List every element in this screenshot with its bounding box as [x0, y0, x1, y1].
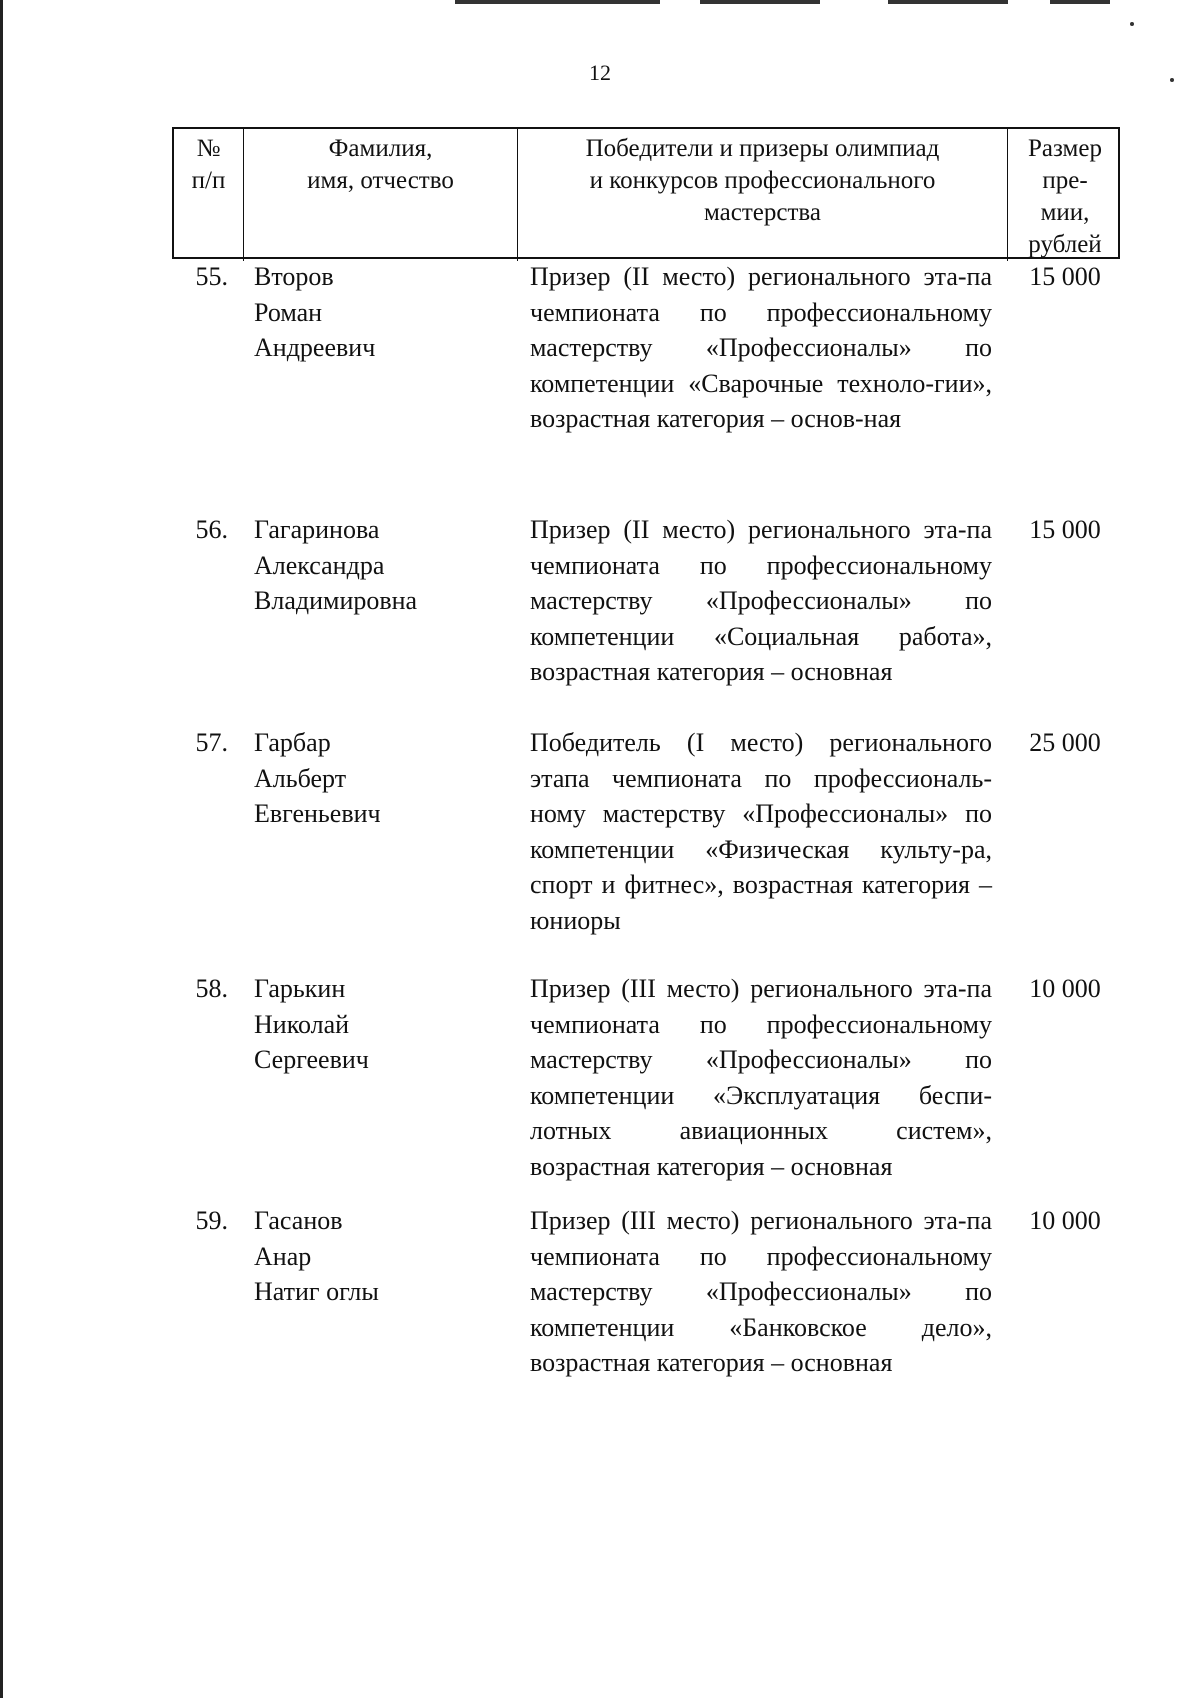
table-row	[172, 725, 1120, 971]
row-prize-amount: 10 000	[1029, 1206, 1101, 1235]
header-prize-amount: Размер пре- мии, рублей	[1028, 135, 1102, 258]
scan-top-mark	[888, 0, 1008, 4]
table-row	[172, 259, 1120, 512]
row-achievement: Призер (III место) регионального эта-па чемпионата по профессиональному мастерству «Профессионалы» по компетенции «Банковское дело», возрастная категория – основная	[530, 1206, 992, 1377]
table-row	[172, 1203, 1120, 1393]
scan-left-edge	[0, 0, 3, 1698]
page-number: 12	[589, 60, 611, 85]
row-achievement: Призер (III место) регионального эта-па чемпионата по профессиональному мастерству «Профессионалы» по компетенции «Эксплуатация беспи-лотных авиационных систем», возрастная категория – основная	[530, 974, 992, 1181]
row-number: 55.	[195, 262, 228, 291]
scan-top-mark	[455, 0, 660, 4]
row-full-name: Второв Роман Андреевич	[254, 262, 376, 362]
scan-top-mark	[700, 0, 820, 4]
table-row	[172, 971, 1120, 1203]
header-number: № п/п	[174, 129, 244, 261]
row-prize-amount: 10 000	[1029, 974, 1101, 1003]
table-header	[172, 127, 1120, 259]
row-prize-amount: 15 000	[1029, 515, 1101, 544]
header-achievement: Победители и призеры олимпиад и конкурсов профессионального мастерства	[518, 129, 1008, 261]
scan-top-mark	[1050, 0, 1110, 4]
row-prize-amount: 15 000	[1029, 262, 1101, 291]
row-full-name: Гагаринова Александра Владимировна	[254, 515, 418, 615]
row-prize-amount: 25 000	[1029, 728, 1101, 757]
row-full-name: Гарбар Альберт Евгеньевич	[254, 728, 381, 828]
header-full-name: Фамилия, имя, отчество	[244, 129, 518, 261]
awards-table	[172, 127, 1120, 1393]
scan-speck	[1130, 22, 1134, 26]
table-row	[172, 512, 1120, 725]
row-achievement: Победитель (I место) регионального этапа чемпионата по профессиональ-ному мастерству «Профессионалы» по компетенции «Физическая культу-ра, спорт и фитнес», возрастная категория – юниоры	[530, 728, 992, 935]
row-number: 57.	[195, 728, 228, 757]
row-achievement: Призер (II место) регионального эта-па чемпионата по профессиональному мастерству «Профессионалы» по компетенции «Сварочные техноло-гии», возрастная категория – основ-ная	[530, 262, 992, 433]
row-number: 59.	[195, 1206, 228, 1235]
row-achievement: Призер (II место) регионального эта-па чемпионата по профессиональному мастерству «Профессионалы» по компетенции «Социальная работа», возрастная категория – основная	[530, 515, 992, 686]
row-number: 58.	[195, 974, 228, 1003]
row-full-name: Гасанов Анар Натиг оглы	[254, 1206, 379, 1306]
row-number: 56.	[195, 515, 228, 544]
row-full-name: Гарькин Николай Сергеевич	[254, 974, 369, 1074]
